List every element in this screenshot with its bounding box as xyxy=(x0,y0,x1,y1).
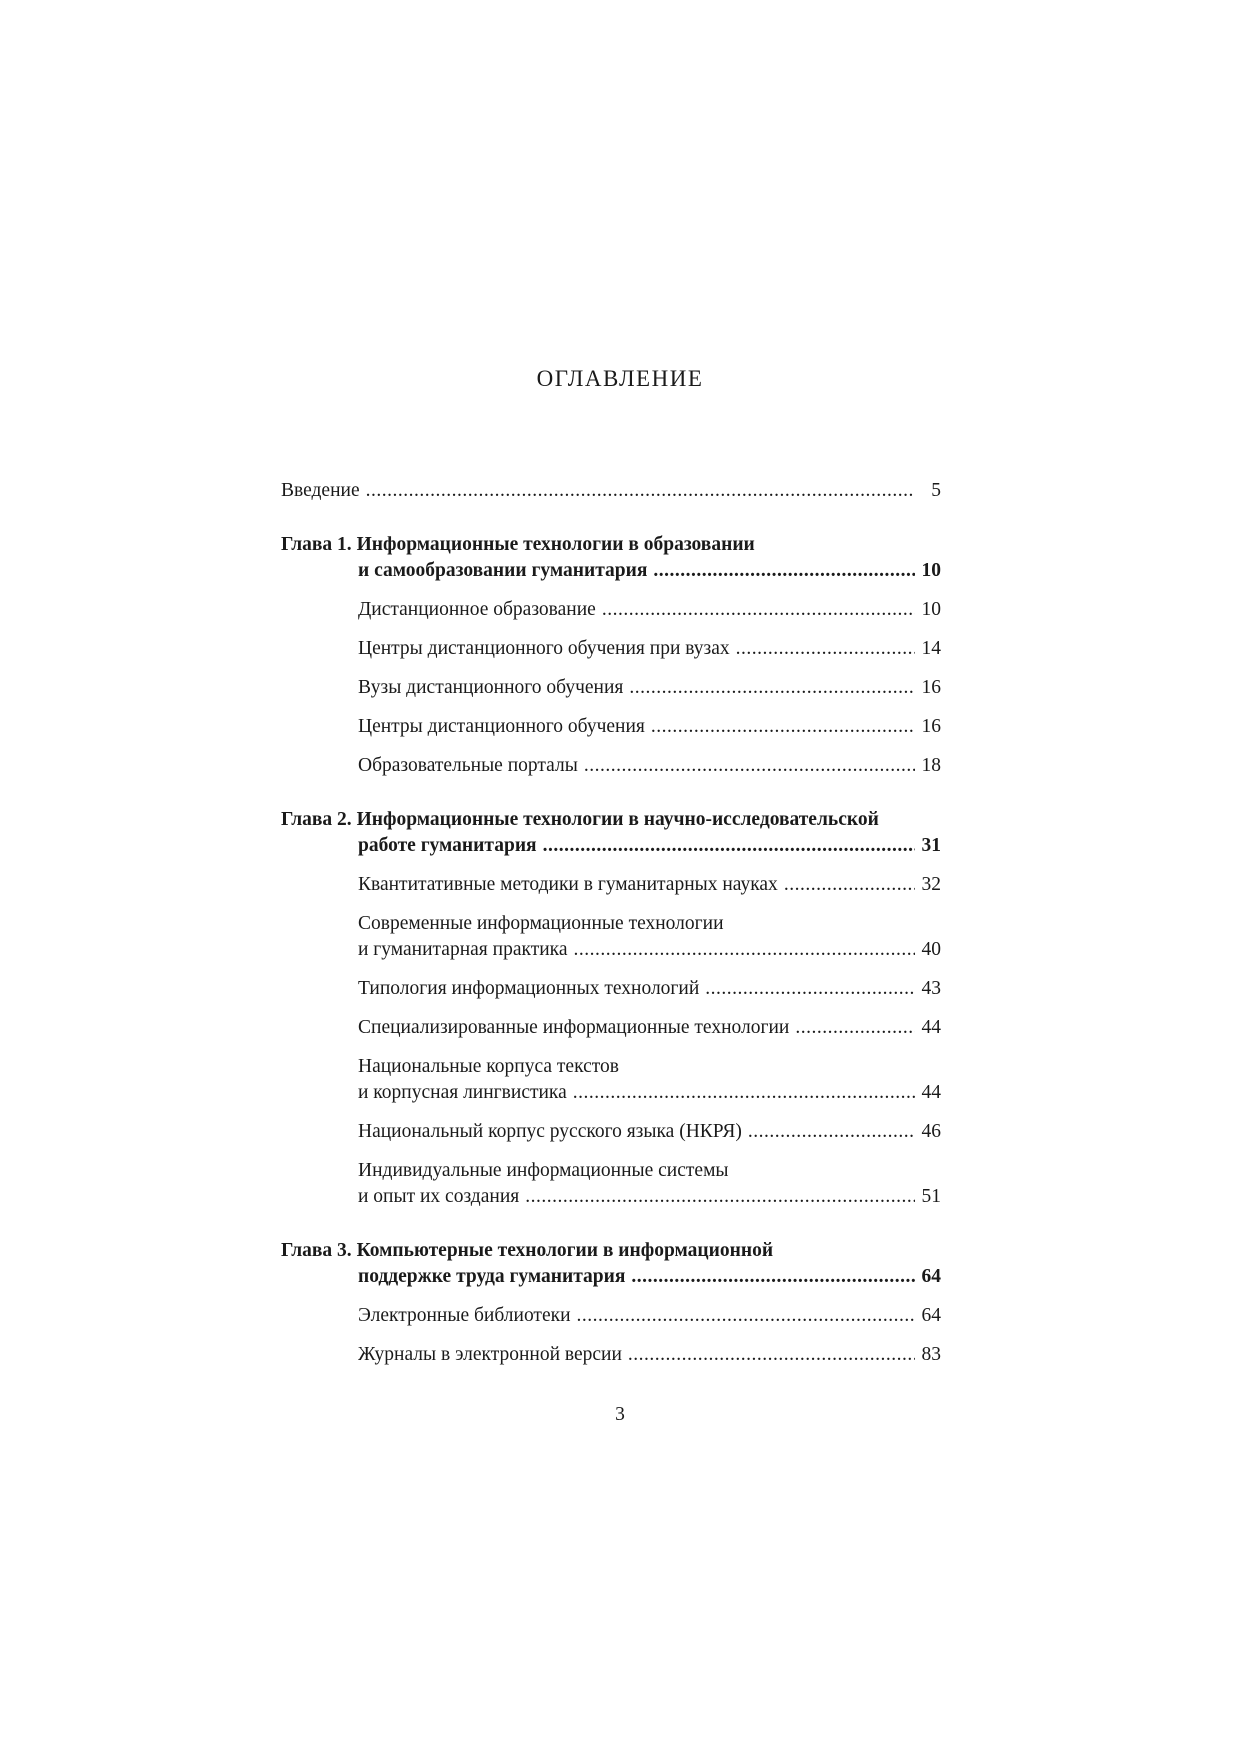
section-label: Типология информационных технологий xyxy=(358,978,700,999)
toc-section[interactable] xyxy=(281,1158,941,1210)
toc-page-number: 18 xyxy=(921,755,941,776)
toc-section[interactable] xyxy=(281,753,941,779)
toc-page-number: 10 xyxy=(921,560,941,581)
dot-leader xyxy=(577,1303,915,1329)
toc-section[interactable] xyxy=(281,976,941,1002)
toc-section[interactable] xyxy=(281,597,941,623)
dot-leader xyxy=(573,937,915,963)
dot-leader xyxy=(543,833,915,859)
chapter-heading-line xyxy=(281,1238,941,1264)
section-label: Образовательные порталы xyxy=(358,755,578,776)
section-line xyxy=(358,1054,941,1080)
toc-section[interactable] xyxy=(281,1342,941,1368)
chapter-2 xyxy=(281,807,941,1210)
chapter-title-line2: работе гуманитария xyxy=(358,835,537,856)
section-label: Центры дистанционного обучения xyxy=(358,716,645,737)
dot-leader xyxy=(736,636,915,662)
toc-page-number: 43 xyxy=(921,978,941,999)
chapter-prefix: Глава 2. xyxy=(281,809,352,830)
chapter-title-line2: поддержке труда гуманитария xyxy=(358,1266,626,1287)
chapter-heading-line xyxy=(281,807,941,833)
toc-page-number: 64 xyxy=(921,1305,941,1326)
dot-leader xyxy=(653,558,915,584)
toc-entry-label: Введение xyxy=(281,480,360,501)
dot-leader xyxy=(784,872,915,898)
section-label-line1: Индивидуальные информационные системы xyxy=(358,1160,729,1181)
section-label-line1: Современные информационные технологии xyxy=(358,913,724,934)
page-number: 3 xyxy=(615,1404,625,1425)
dot-leader xyxy=(631,1264,915,1290)
chapter-title-line2: и самообразовании гуманитария xyxy=(358,560,648,581)
toc-page-number: 31 xyxy=(921,835,941,856)
dot-leader xyxy=(748,1119,915,1145)
toc-section[interactable] xyxy=(281,1054,941,1106)
section-label: Национальный корпус русского языка (НКРЯ) xyxy=(358,1121,742,1142)
section-label: Журналы в электронной версии xyxy=(358,1344,622,1365)
section-label: и гуманитарная практика xyxy=(358,939,568,960)
chapter-title-line1: Информационные технологии в образовании xyxy=(356,534,755,555)
toc-page-number: 64 xyxy=(921,1266,941,1287)
chapter-title-line1: Информационные технологии в научно-исследовательской xyxy=(356,809,879,830)
dot-leader xyxy=(629,675,915,701)
dot-leader xyxy=(651,714,915,740)
toc-page-number: 83 xyxy=(921,1344,941,1365)
section-label-line1: Национальные корпуса текстов xyxy=(358,1056,619,1077)
toc-page-number: 44 xyxy=(921,1017,941,1038)
section-label: Электронные библиотеки xyxy=(358,1305,571,1326)
chapter-heading[interactable] xyxy=(281,807,941,859)
dot-leader xyxy=(602,597,915,623)
chapter-heading[interactable] xyxy=(281,1238,941,1290)
toc-section[interactable] xyxy=(281,911,941,963)
chapter-title-line1: Компьютерные технологии в информационной xyxy=(356,1240,774,1261)
chapter-heading-line xyxy=(281,1264,941,1290)
section-label: Квантитативные методики в гуманитарных науках xyxy=(358,874,778,895)
chapter-prefix: Глава 3. xyxy=(281,1240,352,1261)
table-of-contents xyxy=(281,478,941,1396)
toc-section[interactable] xyxy=(281,872,941,898)
section-line xyxy=(358,911,941,937)
dot-leader xyxy=(525,1184,915,1210)
toc-section[interactable] xyxy=(281,636,941,662)
dot-leader xyxy=(573,1080,915,1106)
chapter-heading-line xyxy=(281,833,941,859)
toc-page-number: 16 xyxy=(921,677,941,698)
toc-section[interactable] xyxy=(281,1015,941,1041)
section-line xyxy=(358,937,941,963)
toc-page-number: 46 xyxy=(921,1121,941,1142)
chapter-heading[interactable] xyxy=(281,532,941,584)
chapter-prefix: Глава 1. xyxy=(281,534,352,555)
toc-entry-intro[interactable] xyxy=(281,478,941,504)
chapter-heading-line xyxy=(281,532,941,558)
toc-page-number: 5 xyxy=(931,480,941,501)
section-line xyxy=(358,1158,941,1184)
toc-page-number: 40 xyxy=(921,939,941,960)
toc-section[interactable] xyxy=(281,714,941,740)
toc-page-number: 44 xyxy=(921,1082,941,1103)
dot-leader xyxy=(628,1342,915,1368)
chapter-3 xyxy=(281,1238,941,1368)
toc-page-number: 14 xyxy=(921,638,941,659)
section-label: и опыт их создания xyxy=(358,1186,520,1207)
toc-page-number: 16 xyxy=(921,716,941,737)
toc-page-number: 32 xyxy=(921,874,941,895)
section-line xyxy=(358,1080,941,1106)
dot-leader xyxy=(705,976,915,1002)
toc-section[interactable] xyxy=(281,675,941,701)
section-line xyxy=(358,1184,941,1210)
toc-page-number: 51 xyxy=(921,1186,941,1207)
dot-leader xyxy=(795,1015,915,1041)
dot-leader xyxy=(584,753,915,779)
section-label: Дистанционное образование xyxy=(358,599,596,620)
toc-section[interactable] xyxy=(281,1119,941,1145)
chapter-heading-line xyxy=(281,558,941,584)
section-label: Вузы дистанционного обучения xyxy=(358,677,624,698)
section-label: Специализированные информационные технологии xyxy=(358,1017,790,1038)
toc-page-number: 10 xyxy=(921,599,941,620)
page-title: ОГЛАВЛЕНИЕ xyxy=(536,366,704,391)
chapter-1 xyxy=(281,532,941,779)
section-label: Центры дистанционного обучения при вузах xyxy=(358,638,730,659)
dot-leader xyxy=(366,478,915,504)
toc-section[interactable] xyxy=(281,1303,941,1329)
section-label: и корпусная лингвистика xyxy=(358,1082,567,1103)
